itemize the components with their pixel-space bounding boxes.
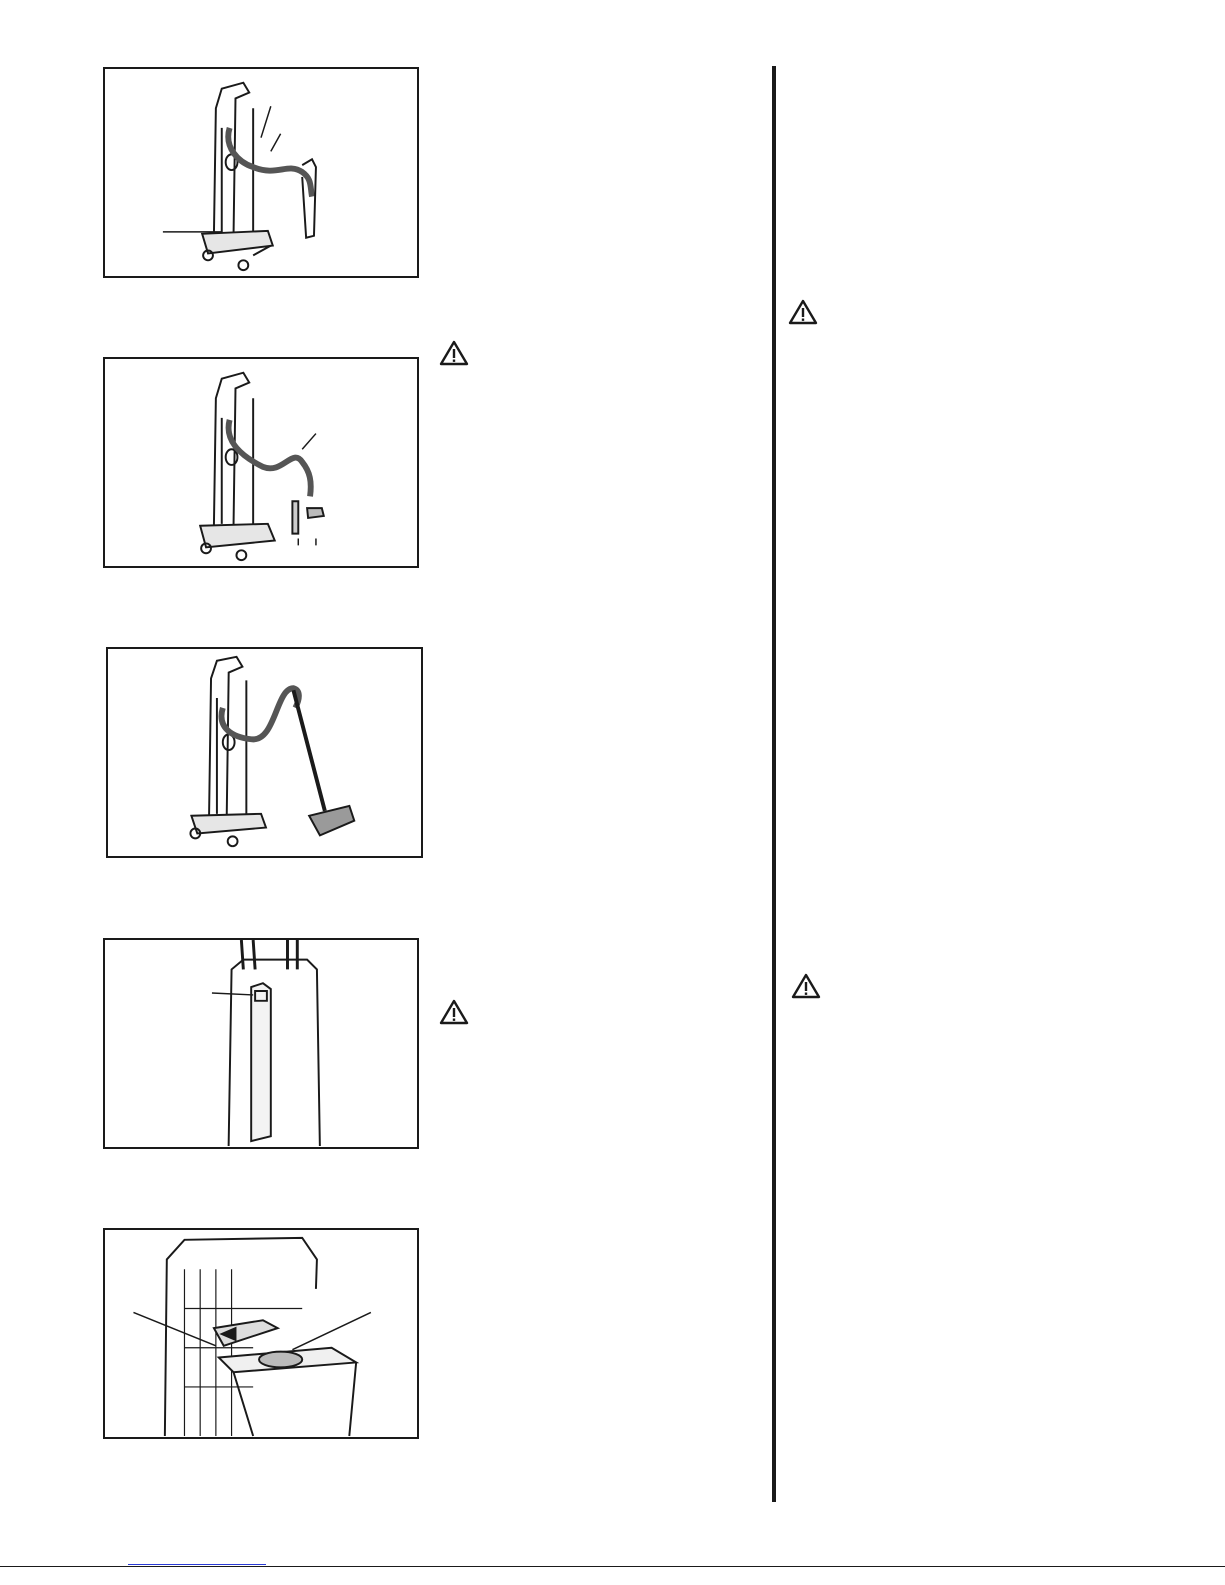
- figure-hose-floor-tool: [106, 647, 423, 858]
- figure-bag-indicator: [103, 938, 419, 1149]
- warning-triangle-icon: [439, 999, 469, 1025]
- vacuum-bag-indicator-figure: [105, 940, 417, 1147]
- vacuum-hose-attachments-figure: [105, 359, 417, 566]
- figure-hose-attachments: [103, 357, 419, 568]
- footer-link-underline[interactable]: [128, 1564, 266, 1565]
- vacuum-bag-holder-figure: [105, 1230, 417, 1437]
- footer-rule: [0, 1566, 1225, 1567]
- figure-hose-stored: [103, 67, 419, 278]
- figure-bag-holder: [103, 1228, 419, 1439]
- column-divider: [772, 66, 776, 1502]
- vacuum-floor-tool-figure: [108, 649, 421, 856]
- vacuum-hose-stored-figure: [105, 69, 417, 276]
- warning-triangle-icon: [439, 340, 469, 366]
- warning-triangle-icon: [788, 299, 818, 325]
- warning-triangle-icon: [791, 973, 821, 999]
